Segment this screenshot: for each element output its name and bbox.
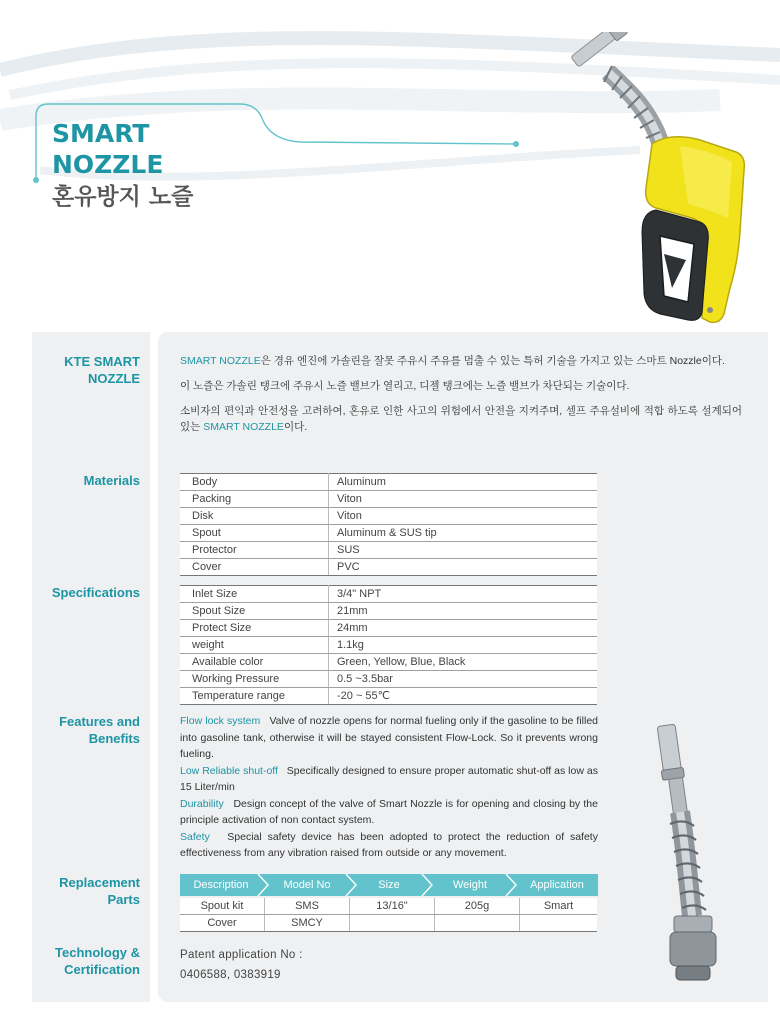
spec-value: 21mm bbox=[329, 603, 598, 620]
material-value: Viton bbox=[329, 491, 598, 508]
section-label-materials: Materials bbox=[83, 473, 140, 488]
section-label-overview: KTE SMART NOZZLE bbox=[64, 354, 140, 386]
feature-title: Safety bbox=[180, 830, 210, 843]
feature-item bbox=[180, 763, 598, 796]
table-row bbox=[180, 915, 597, 932]
title-block bbox=[52, 118, 193, 214]
spec-value: 1.1kg bbox=[329, 637, 598, 654]
replacement-header-model: Model No bbox=[283, 879, 331, 891]
features-text bbox=[180, 713, 598, 862]
table-cell bbox=[350, 915, 435, 932]
replacement-header-size: Size bbox=[378, 879, 400, 891]
feature-item bbox=[180, 713, 598, 763]
feature-title: Low Reliable shut-off bbox=[180, 764, 278, 777]
material-key: Body bbox=[180, 474, 329, 491]
spec-value: -20 ~ 55℃ bbox=[329, 688, 598, 705]
table-row bbox=[180, 586, 597, 603]
page-title-line1: SMART bbox=[52, 119, 150, 148]
replacement-table bbox=[180, 898, 597, 932]
specifications-table-wrap bbox=[180, 585, 598, 705]
section-label-replacement: Replacement Parts bbox=[59, 875, 140, 907]
feature-description: Valve of nozzle opens for normal fueling only if the gasoline to be filled into gasoline tank, otherwise it will be stayed consistent Flow-Lock. So it prevents wrong fueling. bbox=[180, 715, 599, 760]
replacement-header-bar bbox=[180, 874, 598, 896]
section-label-technology: Technology & Certification bbox=[55, 945, 140, 977]
table-row bbox=[180, 525, 597, 542]
feature-title: Flow lock system bbox=[180, 715, 261, 727]
table-cell: Smart bbox=[520, 898, 598, 915]
spec-key: Working Pressure bbox=[180, 671, 329, 688]
specifications-table bbox=[180, 585, 597, 705]
spec-value: 0.5 ~3.5bar bbox=[329, 671, 598, 688]
table-row bbox=[180, 671, 597, 688]
intro-paragraph-1 bbox=[180, 353, 742, 369]
materials-table bbox=[180, 473, 597, 576]
feature-description: Specifically designed to ensure proper automatic shut-off as low as 15 Liter/min bbox=[180, 764, 598, 793]
spec-key: Protect Size bbox=[180, 620, 329, 637]
table-cell: SMCY bbox=[265, 915, 350, 932]
spec-key: Available color bbox=[180, 654, 329, 671]
table-row bbox=[180, 559, 597, 576]
table-cell: SMS bbox=[265, 898, 350, 915]
replacement-header-application: Application bbox=[530, 879, 584, 891]
table-row bbox=[180, 603, 597, 620]
table-cell: Spout kit bbox=[180, 898, 265, 915]
table-cell bbox=[520, 915, 598, 932]
table-row bbox=[180, 474, 597, 491]
feature-item bbox=[180, 829, 598, 862]
patent-info bbox=[180, 945, 303, 985]
table-cell bbox=[435, 915, 520, 932]
spec-key: Inlet Size bbox=[180, 586, 329, 603]
table-row bbox=[180, 898, 597, 915]
intro-text-1: 은 경유 엔진에 가솔린을 잘못 주유시 주유를 멈출 수 있는 특허 기술을 가지고 있는 스마트 Nozzle이다. bbox=[260, 355, 725, 367]
yellow-nozzle-image bbox=[560, 32, 760, 328]
replacement-header-weight: Weight bbox=[452, 879, 488, 891]
material-value: Aluminum & SUS tip bbox=[329, 525, 598, 542]
material-key: Cover bbox=[180, 559, 329, 576]
material-key: Spout bbox=[180, 525, 329, 542]
table-cell: 13/16" bbox=[350, 898, 435, 915]
spec-key: Spout Size bbox=[180, 603, 329, 620]
table-row bbox=[180, 688, 597, 705]
table-row bbox=[180, 508, 597, 525]
intro-highlight-1: SMART NOZZLE bbox=[180, 355, 261, 367]
feature-description: Special safety device has been adopted to protect the reduction of safety effectiveness from any vibration raised from outside or any movement. bbox=[180, 830, 598, 859]
material-value: Viton bbox=[329, 508, 598, 525]
material-value: Aluminum bbox=[329, 474, 598, 491]
patent-label: Patent application No : bbox=[180, 949, 303, 961]
page-title-line2: NOZZLE bbox=[52, 150, 164, 179]
materials-table-wrap bbox=[180, 473, 598, 576]
spec-value: Green, Yellow, Blue, Black bbox=[329, 654, 598, 671]
spout-kit-image bbox=[648, 720, 728, 990]
feature-item bbox=[180, 796, 598, 829]
table-row bbox=[180, 654, 597, 671]
material-value: PVC bbox=[329, 559, 598, 576]
intro-paragraph-2 bbox=[180, 378, 742, 394]
section-label-features: Features and Benefits bbox=[59, 714, 140, 746]
material-key: Protector bbox=[180, 542, 329, 559]
hero-banner bbox=[0, 0, 780, 330]
intro-text bbox=[180, 353, 742, 444]
table-row bbox=[180, 637, 597, 654]
spec-value: 3/4" NPT bbox=[329, 586, 598, 603]
spec-key: Temperature range bbox=[180, 688, 329, 705]
intro-paragraph-3 bbox=[180, 403, 742, 435]
material-value: SUS bbox=[329, 542, 598, 559]
feature-description: Design concept of the valve of Smart Nozzle is for opening and closing by the principle activation of non contact system. bbox=[180, 797, 598, 826]
intro-text-3: 소비자의 편익과 안전성을 고려하여, 혼유로 인한 사고의 위험에서 안전을 지켜주며, 셀프 주유설비에 적합 하도록 설계되어 있는 bbox=[180, 405, 742, 433]
intro-text-2: 이 노즐은 가솔린 탱크에 주유시 노즐 밸브가 열리고, 디젤 탱크에는 노즐 밸브가 차단되는 기술이다. bbox=[180, 380, 630, 392]
patent-numbers: 0406588, 0383919 bbox=[180, 969, 281, 981]
table-row bbox=[180, 542, 597, 559]
table-cell: Cover bbox=[180, 915, 265, 932]
table-cell: 205g bbox=[435, 898, 520, 915]
spec-value: 24mm bbox=[329, 620, 598, 637]
intro-highlight-3: SMART NOZZLE bbox=[203, 421, 284, 433]
feature-title: Durability bbox=[180, 797, 224, 810]
replacement-header-description: Description bbox=[193, 879, 249, 891]
intro-tail-3: 이다. bbox=[283, 421, 308, 433]
spec-key: weight bbox=[180, 637, 329, 654]
section-label-specifications: Specifications bbox=[51, 585, 140, 600]
material-key: Disk bbox=[180, 508, 329, 525]
material-key: Packing bbox=[180, 491, 329, 508]
page-title-korean: 혼유방지 노즐 bbox=[52, 184, 194, 210]
table-row bbox=[180, 491, 597, 508]
table-row bbox=[180, 620, 597, 637]
